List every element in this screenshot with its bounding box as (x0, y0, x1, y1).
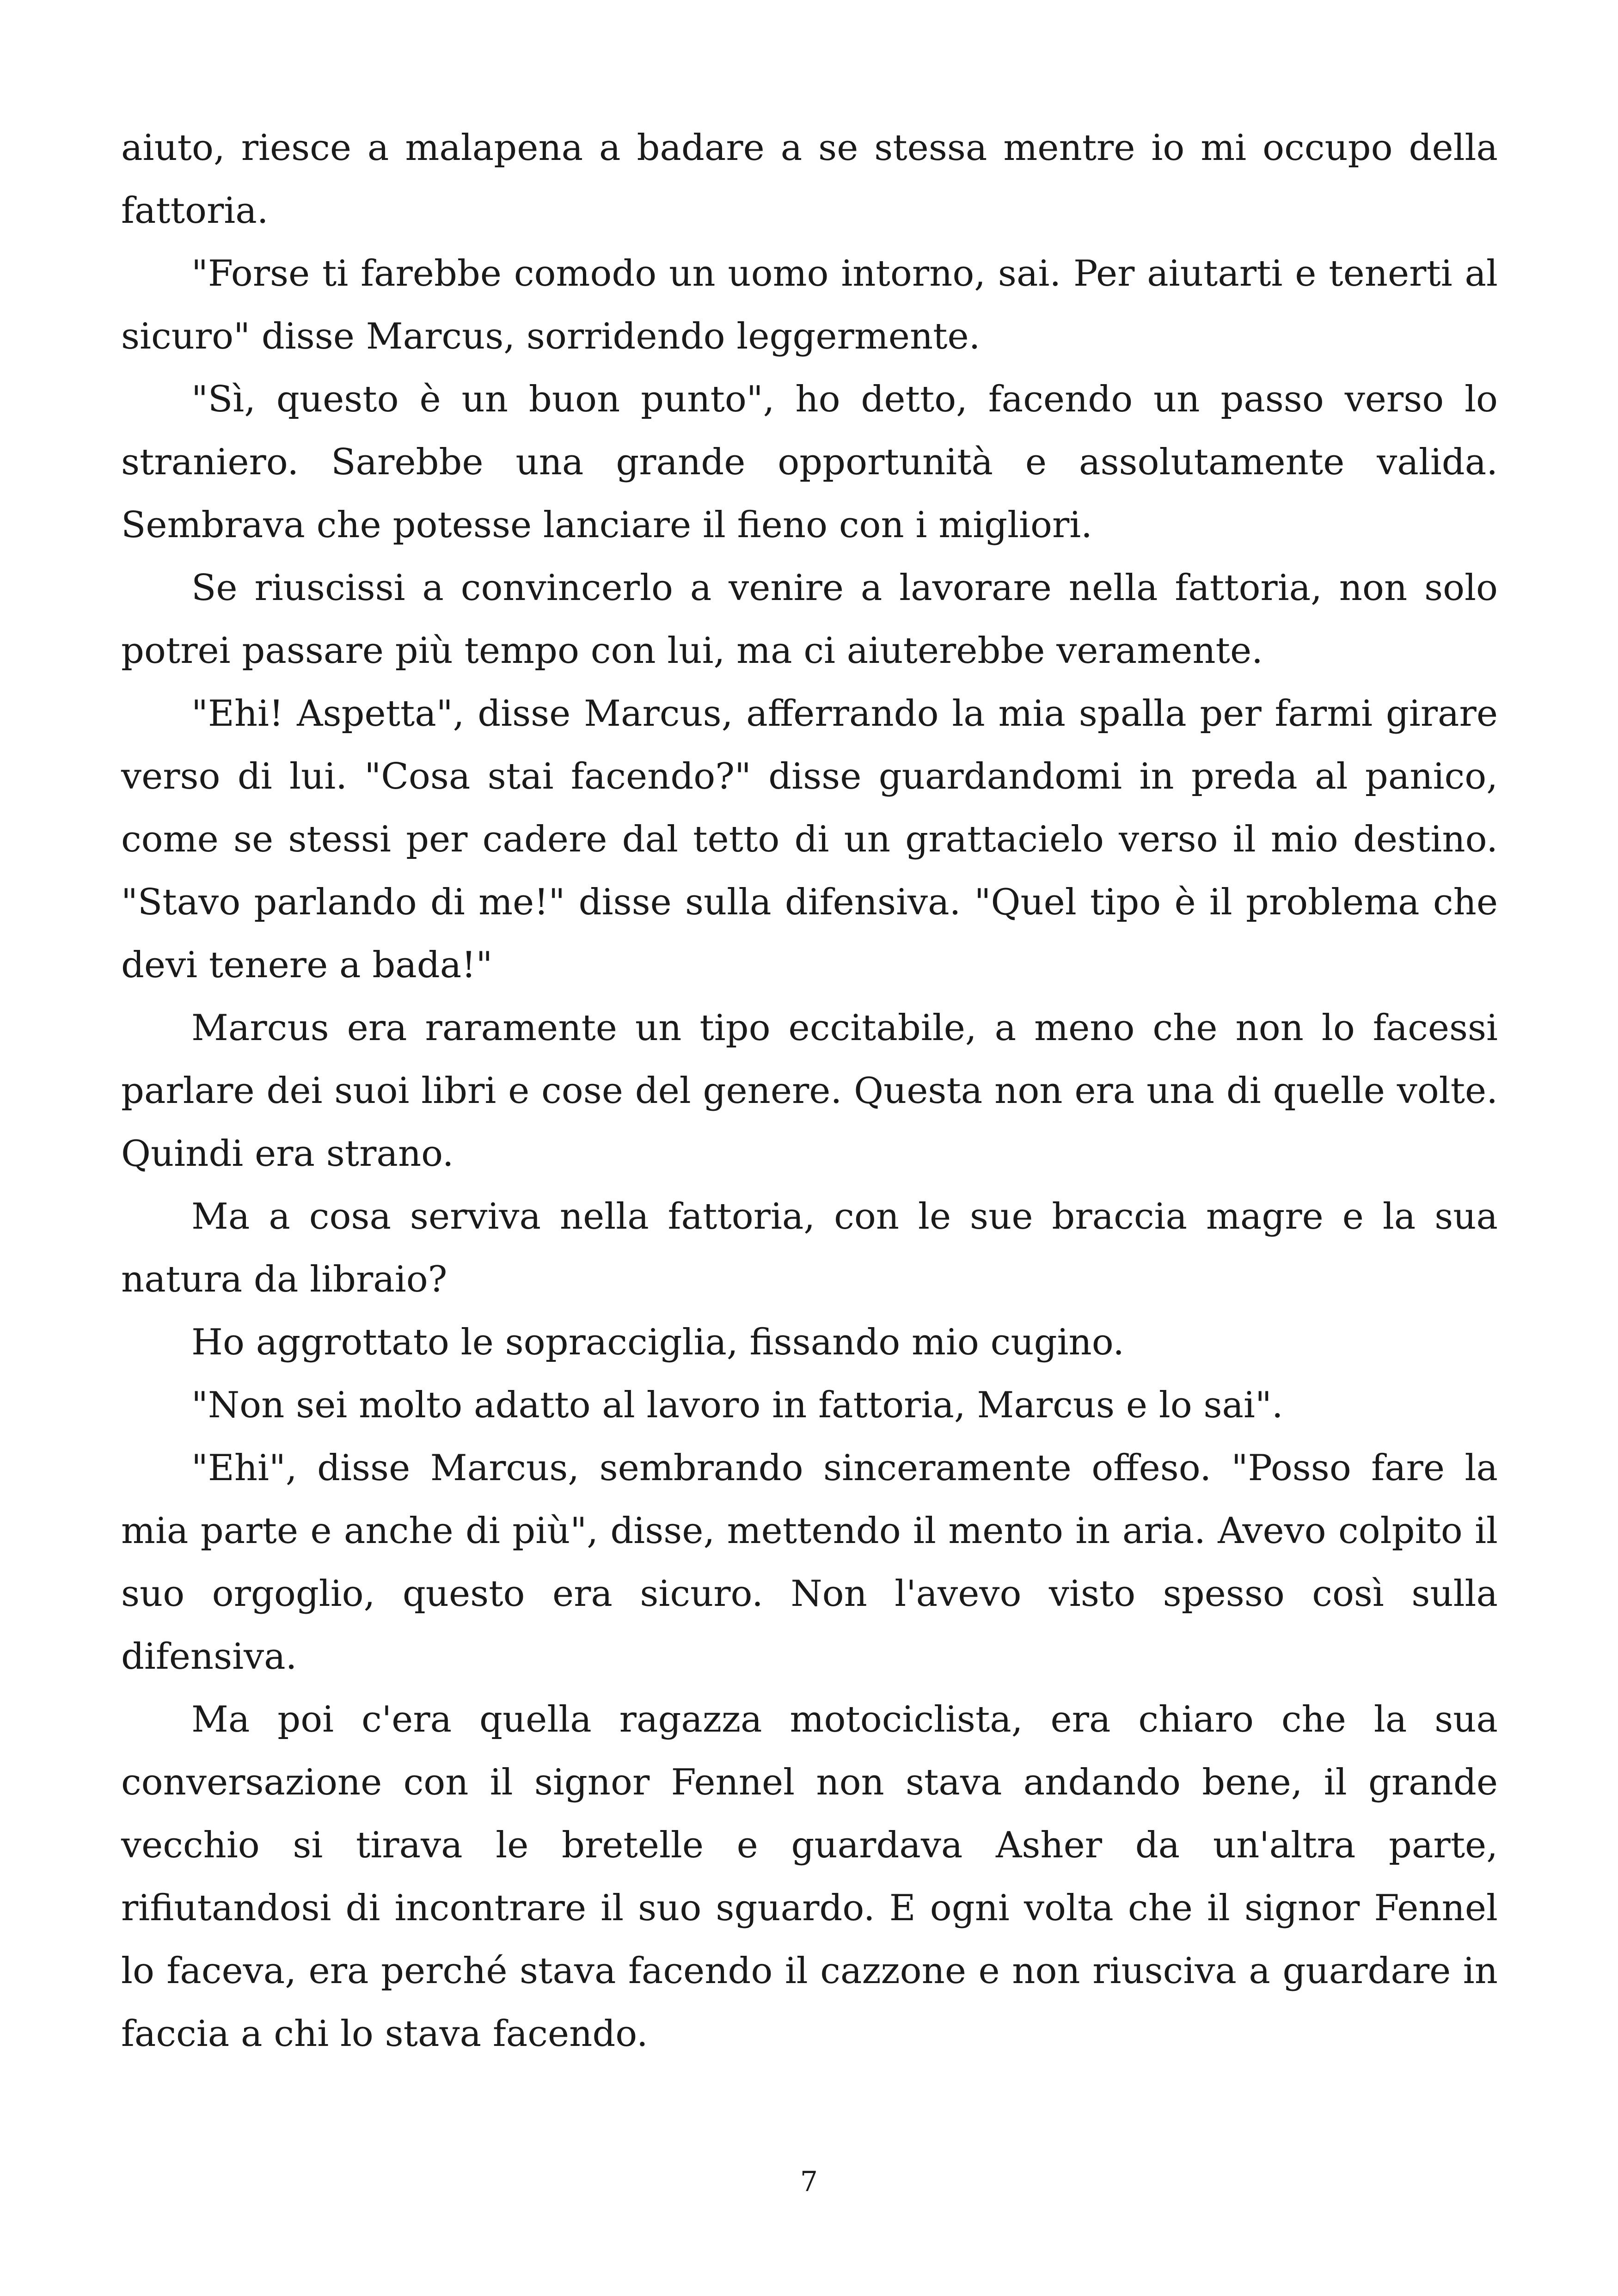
paragraph: Ma poi c'era quella ragazza motociclista, era chiaro che la sua conversazione con il signor Fennel non stava andando bene, il grande vecchio si tirava le bretelle e guardava Asher da un'altra parte, rifiutandosi di incontrare il suo sguardo. E ogni volta che il signor Fennel lo faceva, era perché stava facendo il cazzone e non riusciva a guardare in faccia a chi lo stava facendo. (121, 1699, 1498, 2055)
body-text (121, 116, 1498, 2065)
paragraph-continuation: aiuto, riesce a malapena a badare a se stessa mentre io mi occupo della fattoria. (121, 127, 1498, 232)
paragraph: "Ehi", disse Marcus, sembrando sinceramente offeso. "Posso fare la mia parte e anche di più", disse, mettendo il mento in aria. Avevo colpito il suo orgoglio, questo era sicuro. Non l'avevo visto spesso così sulla difensiva. (121, 1447, 1498, 1678)
paragraph: "Forse ti farebbe comodo un uomo intorno, sai. Per aiutarti e tenerti al sicuro" disse Marcus, sorridendo leggermente. (121, 253, 1498, 357)
paragraph: "Ehi! Aspetta", disse Marcus, afferrando la mia spalla per farmi girare verso di lui. "Cosa stai facendo?" disse guardandomi in preda al panico, come se stessi per cadere dal tetto di un grattacielo verso il mio destino. "Stavo parlando di me!" disse sulla difensiva. "Quel tipo è il problema che devi tenere a bada!" (121, 693, 1498, 986)
paragraph: Ma a cosa serviva nella fattoria, con le sue braccia magre e la sua natura da libraio? (121, 1196, 1498, 1300)
paragraph: "Sì, questo è un buon punto", ho detto, facendo un passo verso lo straniero. Sarebbe una grande opportunità e assolutamente valida. Sembrava che potesse lanciare il fieno con i migliori. (121, 379, 1498, 546)
paragraph: "Non sei molto adatto al lavoro in fattoria, Marcus e lo sai". (191, 1384, 1283, 1426)
page-number: 7 (800, 2166, 818, 2198)
paragraph: Ho aggrottato le sopracciglia, fissando mio cugino. (191, 1322, 1125, 1363)
paragraph: Marcus era raramente un tipo eccitabile, a meno che non lo facessi parlare dei suoi libri e cose del genere. Questa non era una di quelle volte. Quindi era strano. (121, 1007, 1498, 1175)
paragraph: Se riuscissi a convincerlo a venire a lavorare nella fattoria, non solo potrei passare più tempo con lui, ma ci aiuterebbe veramente. (121, 567, 1498, 672)
